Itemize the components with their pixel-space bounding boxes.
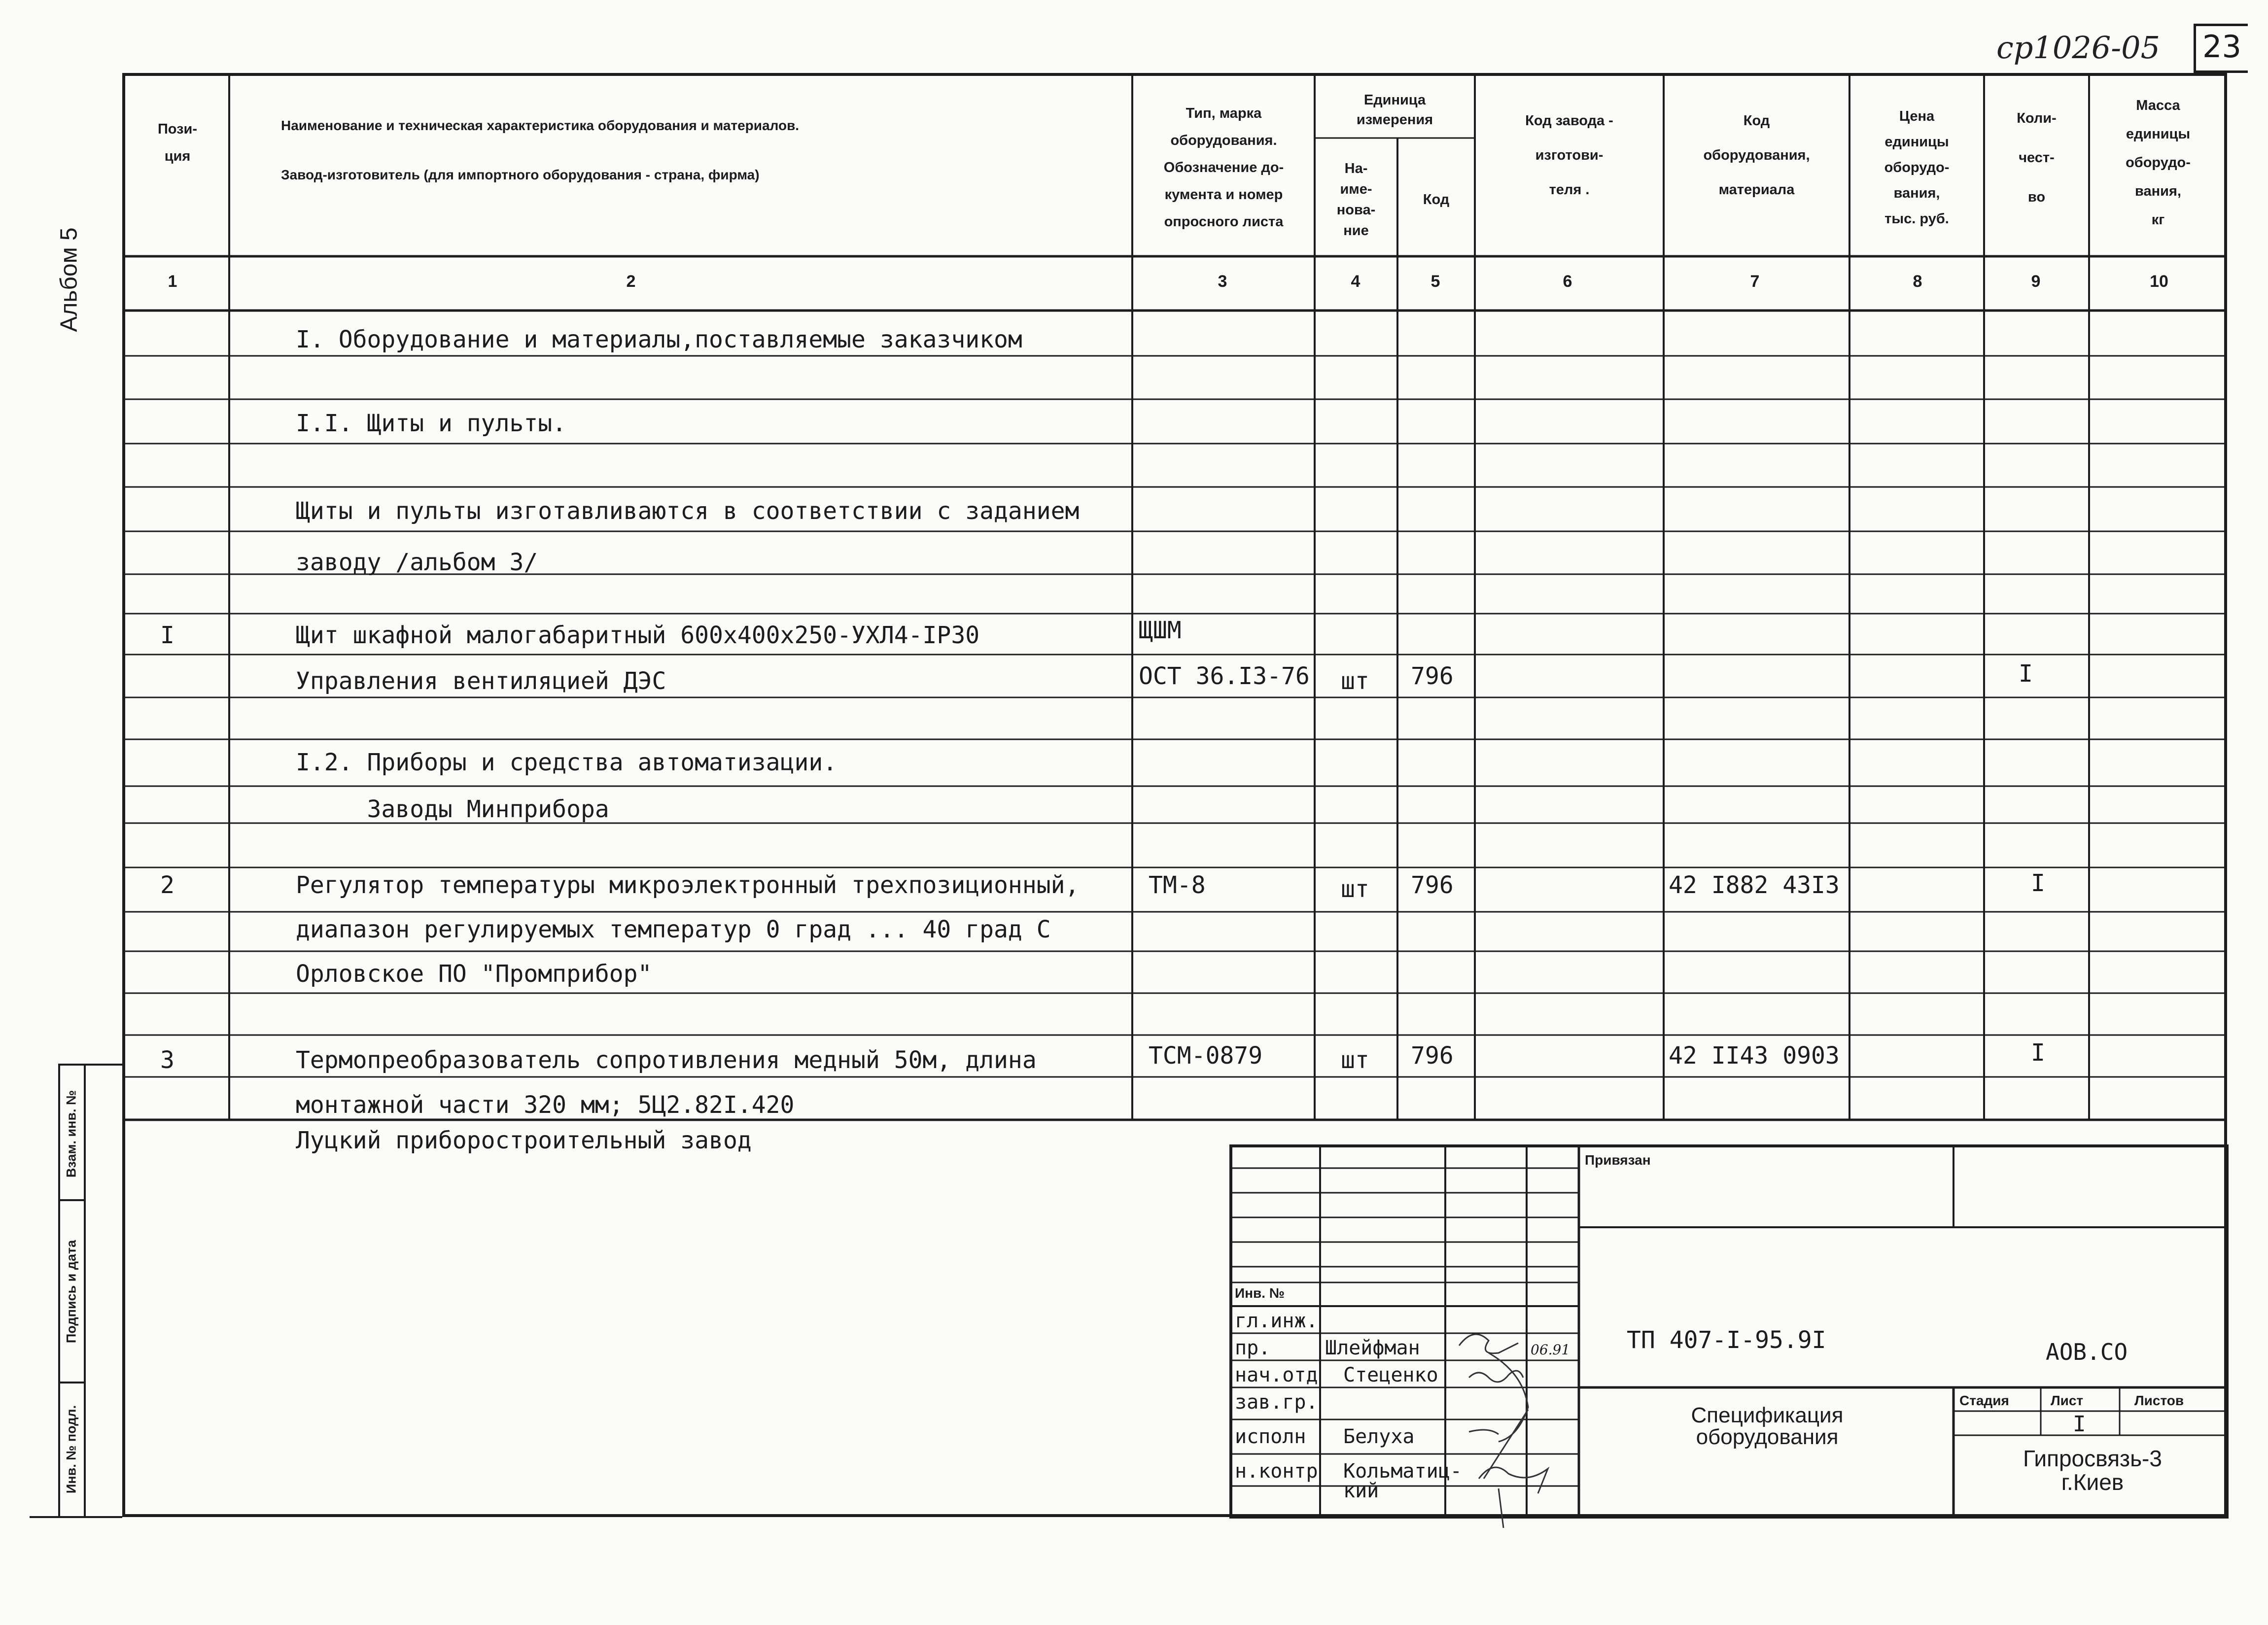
row-type: ТМ-8 bbox=[1149, 871, 1206, 899]
stamp-name: Стеценко bbox=[1343, 1364, 1438, 1386]
header-unit-name: На- име- нова- ние bbox=[1336, 161, 1376, 239]
album-label: Альбом 5 bbox=[56, 227, 82, 332]
row-name: заводу /альбом 3/ bbox=[296, 549, 538, 576]
row-unit-code: 796 bbox=[1411, 1042, 1454, 1070]
stamp-sheet-code: АОВ.СО bbox=[2046, 1339, 2128, 1365]
stamp-title: Спецификация оборудования bbox=[1691, 1403, 1844, 1449]
row-position: 3 bbox=[160, 1046, 174, 1074]
stamp-privyazan: Привязан bbox=[1585, 1152, 1651, 1168]
header-name: Наименование и техническая характеристика оборудования и материалов. Завод-изготовитель (для импортного оборудования - страна, фирма) bbox=[281, 118, 800, 182]
header-price: Цена единицы оборудо- вания, тыс. руб. bbox=[1884, 108, 1950, 227]
row-unit: шт bbox=[1341, 1046, 1369, 1074]
row-name: Регулятор температуры микроэлектронный трехпозиционный, bbox=[296, 871, 1080, 899]
stamp-role: зав.гр. bbox=[1235, 1391, 1318, 1414]
row-quantity: I bbox=[2031, 1039, 2045, 1067]
stamp-role: пр. bbox=[1235, 1337, 1271, 1359]
col-number: 2 bbox=[626, 272, 636, 291]
header-quantity: Коли- чест- во bbox=[2017, 110, 2057, 205]
row-unit: шт bbox=[1341, 667, 1369, 695]
row-name: Термопреобразователь сопротивления медный 50м, длина bbox=[296, 1046, 1037, 1074]
col-number: 10 bbox=[2150, 272, 2168, 291]
stamp-name: Кольматиц- кий bbox=[1343, 1460, 1462, 1502]
row-name: диапазон регулируемых температур 0 град ... 40 град С bbox=[296, 916, 1051, 943]
row-name: Щиты и пульты изготавливаются в соответствии с заданием bbox=[296, 497, 1080, 525]
stamp-sheet-label: Лист bbox=[2051, 1393, 2084, 1408]
stamp-doc-number: ТП 407-I-95.9I bbox=[1627, 1326, 1826, 1354]
stamp-role: исполн bbox=[1235, 1425, 1306, 1448]
row-unit-code: 796 bbox=[1411, 662, 1454, 690]
header-equipment-code: Код оборудования, материала bbox=[1703, 113, 1810, 198]
stamp-name: Белуха bbox=[1343, 1425, 1415, 1448]
side-signature-date: Подпись и дата bbox=[64, 1240, 79, 1344]
row-unit: шт bbox=[1341, 875, 1369, 903]
section-heading: I.I. Щиты и пульты. bbox=[296, 410, 567, 437]
header-manufacturer-code: Код завода - изготови- теля . bbox=[1525, 113, 1613, 198]
row-position: 2 bbox=[160, 871, 174, 899]
stamp-role: н.контр bbox=[1235, 1460, 1318, 1483]
header-position: Пози- ция bbox=[157, 121, 198, 164]
col-number: 4 bbox=[1351, 272, 1361, 291]
col-number: 5 bbox=[1431, 272, 1440, 291]
row-equipment-code: 42 II43 0903 bbox=[1669, 1042, 1840, 1070]
row-type: ОСТ 36.I3-76 bbox=[1139, 662, 1310, 690]
side-inv-original: Инв. № подл. bbox=[64, 1405, 79, 1494]
header-type: Тип, марка оборудования. Обозначение до- кумента и номер опросного листа bbox=[1163, 105, 1284, 230]
col-number: 3 bbox=[1218, 272, 1227, 291]
stamp-stage-label: Стадия bbox=[1959, 1393, 2009, 1408]
section-heading: I. Оборудование и материалы,поставляемые заказчиком bbox=[296, 326, 1022, 353]
col-number: 1 bbox=[168, 272, 177, 291]
col-number: 9 bbox=[2031, 272, 2041, 291]
stamp-date: 06.91 bbox=[1531, 1342, 1570, 1358]
col-number: 6 bbox=[1563, 272, 1572, 291]
row-name: Заводы Минприбора bbox=[296, 795, 609, 823]
row-unit-code: 796 bbox=[1411, 871, 1454, 899]
footer-manufacturer: Луцкий приборостроительный завод bbox=[296, 1127, 752, 1154]
row-type: ТСМ-0879 bbox=[1149, 1042, 1263, 1070]
side-replacement-inv: Взам. инв. № bbox=[64, 1090, 79, 1178]
stamp-sheets-label: Листов bbox=[2134, 1393, 2184, 1408]
stamp-inv-no: Инв. № bbox=[1235, 1285, 1285, 1301]
row-name: монтажной части 320 мм; 5Ц2.82I.420 bbox=[296, 1091, 795, 1119]
row-name: Орловское ПО "Промприбор" bbox=[296, 960, 652, 988]
header-unit-code: Код bbox=[1423, 191, 1450, 207]
section-heading: I.2. Приборы и средства автоматизации. bbox=[296, 749, 837, 776]
stamp-role: гл.инж. bbox=[1235, 1310, 1318, 1332]
sheet-corner-number: 23 bbox=[2202, 29, 2241, 65]
header-unit: Единица измерения bbox=[1356, 92, 1433, 128]
col-number: 8 bbox=[1913, 272, 1922, 291]
stamp-sheet-value: I bbox=[2073, 1412, 2086, 1437]
stamp-name: Шлейфман bbox=[1325, 1337, 1420, 1359]
row-name: Щит шкафной малогабаритный 600х400х250-УХЛ4-IP30 bbox=[296, 622, 980, 649]
col-number: 7 bbox=[1750, 272, 1760, 291]
header-mass: Масса единицы оборудо- вания, кг bbox=[2126, 98, 2191, 228]
stamp-role: нач.отд bbox=[1235, 1364, 1318, 1386]
row-type: ЩШМ bbox=[1139, 617, 1182, 644]
doc-code: ср1026-05 bbox=[1996, 30, 2161, 66]
row-quantity: I bbox=[2019, 660, 2033, 688]
row-equipment-code: 42 I882 43I3 bbox=[1669, 871, 1840, 899]
row-quantity: I bbox=[2031, 869, 2045, 897]
row-name: Управления вентиляцией ДЭС bbox=[296, 667, 666, 695]
row-position: I bbox=[160, 622, 174, 649]
stamp-organization: Гипросвязь-3 г.Киев bbox=[2023, 1446, 2162, 1495]
